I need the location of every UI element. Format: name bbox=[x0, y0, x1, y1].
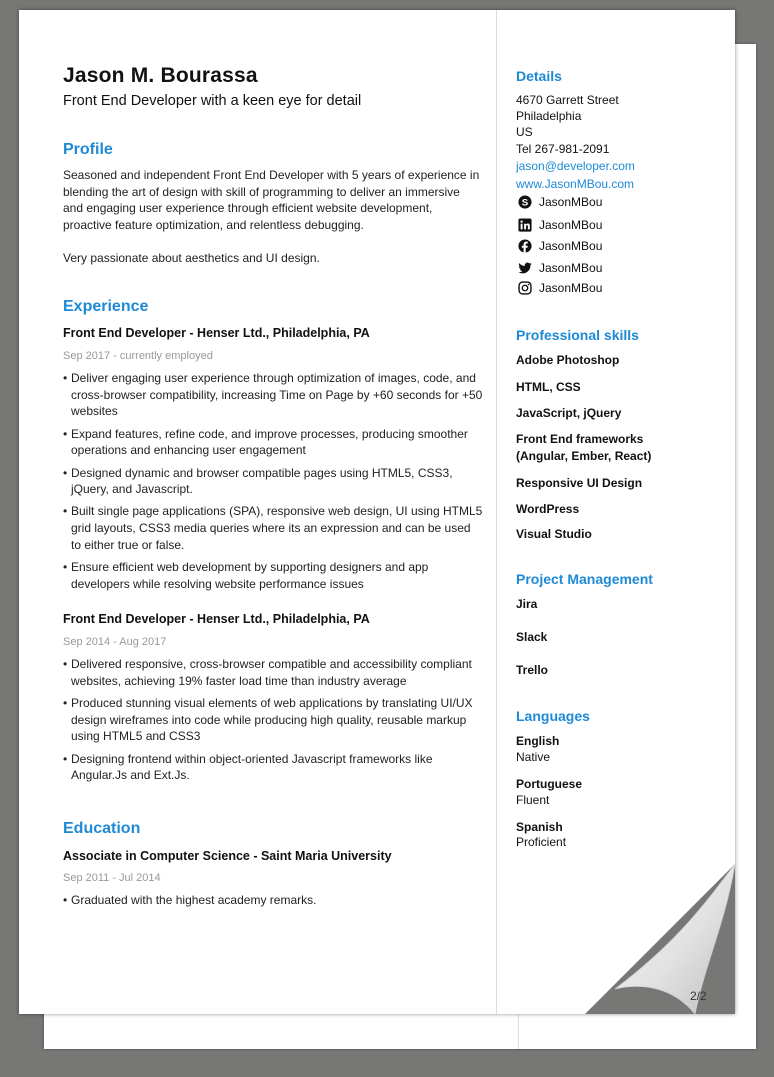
twitter-icon bbox=[518, 261, 532, 275]
profile-heading: Profile bbox=[63, 141, 113, 158]
language-level: Proficient bbox=[516, 835, 567, 849]
job-title: Front End Developer - Henser Ltd., Philadelphia, PA bbox=[63, 326, 370, 340]
skill-item: Front End frameworks (Angular, Ember, React) bbox=[516, 432, 652, 463]
phone-number: Tel 267-981-2091 bbox=[516, 142, 610, 156]
social-twitter[interactable] bbox=[518, 261, 602, 275]
candidate-name: Jason M. Bourassa bbox=[63, 64, 258, 87]
address-city: Philadelphia bbox=[516, 109, 582, 123]
details-heading: Details bbox=[516, 68, 562, 84]
social-skype[interactable] bbox=[518, 195, 602, 209]
svg-text:S: S bbox=[521, 197, 529, 209]
skill-item: WordPress bbox=[516, 502, 580, 516]
project-management-heading: Project Management bbox=[516, 571, 653, 587]
language-level: Native bbox=[516, 750, 551, 764]
skill-item: Adobe Photoshop bbox=[516, 353, 620, 367]
languages-heading: Languages bbox=[516, 708, 590, 724]
page-curl bbox=[585, 864, 735, 1014]
job-bullet: • Deliver engaging user experience through optimization of images, code, and cross-browser compatibility, increasing Time on Page by +60 seconds for +50 websites bbox=[63, 370, 483, 420]
skill-item: HTML, CSS bbox=[516, 380, 581, 394]
website-link[interactable]: www.JasonMBou.com bbox=[516, 177, 635, 191]
profile-paragraph-2: Very passionate about aesthetics and UI design. bbox=[63, 251, 320, 265]
profile-paragraph: Seasoned and independent Front End Developer with 5 years of experience in blending the art of design with skill of programming to deliver an immersive and engaging user experience through efficient website development, proactive feature optimization, and relentless debugging. bbox=[63, 168, 480, 233]
column-divider bbox=[496, 10, 497, 1014]
job-bullet: • Designed dynamic and browser compatible pages using HTML5, CSS3, jQuery, and Javascript. bbox=[63, 465, 483, 498]
candidate-tagline: Front End Developer with a keen eye for detail bbox=[63, 93, 362, 109]
job-bullet: • Designing frontend within object-oriented Javascript frameworks like Angular.Js and Ext.Js. bbox=[63, 751, 483, 784]
language-name: Spanish bbox=[516, 820, 563, 834]
education-bullet: • Graduated with the highest academy remarks. bbox=[63, 892, 483, 909]
experience-heading: Experience bbox=[63, 298, 149, 315]
social-handle: JasonMBou bbox=[539, 218, 603, 232]
job-bullet: • Built single page applications (SPA), responsive web design, UI using HTML5 grid layouts, CSS3 media queries where its an expression and can be used to either true or false. bbox=[63, 503, 483, 553]
skype-icon bbox=[518, 195, 532, 209]
social-handle: JasonMBou bbox=[539, 261, 603, 275]
job-dates: Sep 2017 - currently employed bbox=[63, 350, 213, 362]
address-street: 4670 Garrett Street bbox=[516, 93, 619, 107]
job-bullet-list bbox=[63, 370, 483, 598]
pm-tool-item: Slack bbox=[516, 630, 548, 644]
social-instagram[interactable] bbox=[518, 281, 602, 295]
language-name: Portuguese bbox=[516, 777, 583, 791]
skill-item: JavaScript, jQuery bbox=[516, 406, 622, 420]
job-bullet: • Ensure efficient web development by supporting designers and app developers while resolving website performance issues bbox=[63, 559, 483, 592]
education-heading: Education bbox=[63, 820, 141, 837]
education-dates: Sep 2011 - Jul 2014 bbox=[63, 872, 161, 884]
social-facebook[interactable] bbox=[518, 239, 602, 253]
education-bullet-list bbox=[63, 892, 483, 914]
job-title: Front End Developer - Henser Ltd., Philadelphia, PA bbox=[63, 612, 370, 626]
instagram-icon bbox=[518, 281, 532, 295]
pm-tool-item: Jira bbox=[516, 597, 538, 611]
social-handle: JasonMBou bbox=[539, 239, 603, 253]
professional-skills-heading: Professional skills bbox=[516, 327, 639, 343]
job-bullet-list bbox=[63, 656, 483, 789]
email-link[interactable]: jason@developer.com bbox=[516, 159, 635, 173]
job-dates: Sep 2014 - Aug 2017 bbox=[63, 636, 167, 648]
social-handle: JasonMBou bbox=[539, 281, 603, 295]
skill-item: Responsive UI Design bbox=[516, 476, 643, 490]
skill-item: Visual Studio bbox=[516, 527, 592, 541]
facebook-icon bbox=[518, 239, 532, 253]
social-handle: JasonMBou bbox=[539, 195, 603, 209]
resume-page bbox=[19, 10, 735, 1014]
job-bullet: • Produced stunning visual elements of web applications by translating UI/UX design wireframes into code while producing high quality, reusable markup using HTML5 and CSS3 bbox=[63, 695, 483, 745]
social-linkedin[interactable] bbox=[518, 218, 602, 232]
pm-tool-item: Trello bbox=[516, 663, 549, 677]
job-bullet: • Delivered responsive, cross-browser compatible and accessibility compliant websites, achieving 19% faster load time than industry average bbox=[63, 656, 483, 689]
address-country: US bbox=[516, 125, 533, 139]
language-name: English bbox=[516, 734, 560, 748]
language-level: Fluent bbox=[516, 793, 550, 807]
linkedin-icon bbox=[518, 218, 532, 232]
degree-title: Associate in Computer Science - Saint Maria University bbox=[63, 849, 392, 863]
job-bullet: • Expand features, refine code, and improve processes, producing smoother operations and enhancing user engagement bbox=[63, 426, 483, 459]
page-number: 2/2 bbox=[690, 989, 707, 1003]
